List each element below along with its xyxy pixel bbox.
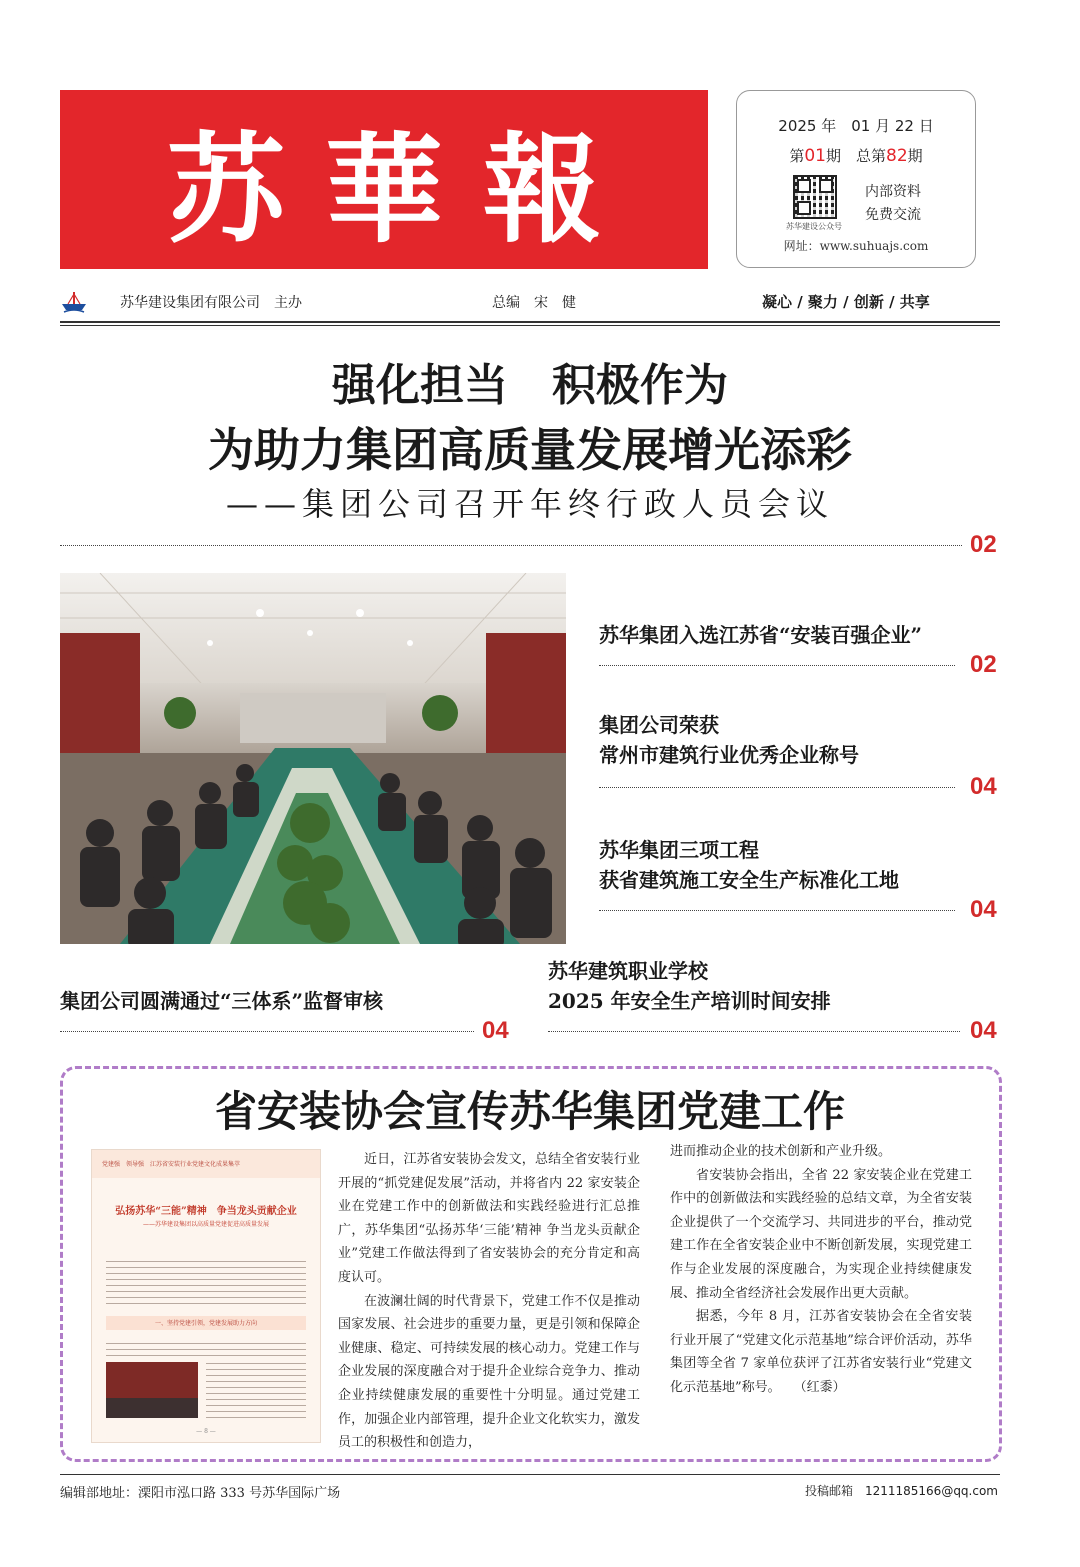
brief-headline-4[interactable]: 集团公司圆满通过“三体系”监督审核 [60,989,384,1013]
divider [599,910,955,911]
divider [599,787,955,788]
divider [60,325,1000,326]
company-logo-icon [60,290,88,314]
qr-code-icon[interactable] [793,175,837,219]
brief-headline-5a[interactable]: 苏华建筑职业学校 [548,959,708,983]
page-ref[interactable]: 04 [970,773,997,800]
headline-subtitle: ——集团公司召开年终行政人员会议 [225,485,834,523]
slogan: 凝心 / 聚力 / 创新 / 共享 [762,293,930,311]
article-paragraph: 近日，江苏省安装协会发文，总结全省安装行业开展的“抓党建促发展”活动，并将省内 22 家安装企业在党建工作中的创新做法和实践经验进行汇总推广，苏华集团“弘扬苏华‘三能’精神 争当龙头贡献企业”党建工作做法得到了省安装协会的充分肯定和高度认可。 [338,1152,640,1285]
article-paragraph: 据悉，今年 8 月，江苏省安装协会在全省安装行业开展了“党建文化示范基地”综合评价活动，苏华集团等全省 7 家单位获评了江苏省安装行业“党建文化示范基地”称号。 （红黍） [670,1309,972,1395]
article-title[interactable]: 省安装协会宣传苏华集团党建工作 [214,1087,845,1136]
thumb-photo [106,1362,198,1418]
brief-headline-2b[interactable]: 常州市建筑行业优秀企业称号 [599,743,859,767]
issue-date: 2025 年 01 月 22 日 [778,117,934,135]
divider [548,1031,960,1032]
thumb-section: 一、坚持党建引领，党建发展助力方向 [154,1320,257,1327]
brief-headline-3a[interactable]: 苏华集团三项工程 [599,838,759,862]
divider [599,665,955,666]
thumb-text-block [106,1260,306,1304]
sponsor-org: 苏华建设集团有限公司 主办 [120,295,302,311]
headline-line-2[interactable]: 为助力集团高质量发展增光添彩 [208,423,852,477]
internal-label: 内部资料 [865,184,921,200]
submission-email[interactable]: 投稿邮箱 1211185166@qq.com [804,1484,998,1498]
headline-line-1[interactable]: 强化担当 积极作为 [332,360,728,411]
issue-info-box [736,90,976,268]
page-ref[interactable]: 04 [482,1017,509,1044]
thumb-title: 弘扬苏华“三能”精神 争当龙头贡献企业 [115,1206,297,1217]
website[interactable]: 网址：www.suhuajs.com [783,239,929,253]
divider [60,545,962,546]
brief-headline-2a[interactable]: 集团公司荣获 [599,713,719,737]
article-paragraph: 在波澜壮阔的时代背景下，党建工作不仅是推动国家发展、社会进步的重要力量，更是引领和保障企业健康、稳定、可持续发展的核心动力。党建工作与企业发展的深度融合对于提升企业综合竞争力、推动企业持续健康发展的重要性十分明显。通过党建工作，加强企业内部管理，提升企业文化软实力，激发员工的积极性和创造力， [338,1293,640,1451]
page-ref[interactable]: 02 [970,651,997,678]
page-ref[interactable]: 04 [970,896,997,923]
free-label: 免费交流 [865,207,921,223]
newspaper-title: 苏華報 [166,119,641,259]
article-paragraph: 省安装协会指出，全省 22 家安装企业在党建工作中的创新做法和实践经验的总结文章，为全省安装企业提供了一个交流学习、共同进步的平台，推动党建工作在全省安装企业中不断创新发展，实现党建工作与企业发展的深度融合，为实现企业持续健康发展、推动全省经济社会发展作出更大贡献。 [670,1167,972,1301]
issue-number: 第01期 总第82期 [789,146,923,166]
masthead-banner [60,90,708,269]
article-paragraph: 进而推动企业的技术创新和产业升级。 [670,1144,892,1159]
thumb-header: 党建强 领导强 江苏省安装行业党建文化成果集萃 [102,1161,241,1168]
divider [60,1031,474,1032]
thumb-page: — 8 — [196,1428,216,1435]
sponsor-row [60,288,1000,316]
brief-headline-3b[interactable]: 获省建筑施工安全生产标准化工地 [599,868,899,892]
divider [60,321,1000,323]
qr-caption: 苏华建设公众号 [786,222,842,231]
brief-headline-1[interactable]: 苏华集团入选江苏省“安装百强企业” [599,623,923,647]
thumb-subtitle: ——苏华建设集团以高质量党建促进高质量发展 [142,1221,269,1228]
footer-rule [60,1474,1000,1475]
editor-in-chief: 总编 宋 健 [492,295,576,311]
page-ref[interactable]: 02 [970,531,997,558]
article-column-2 [670,1140,972,1400]
meeting-photo [60,573,566,944]
article-thumbnail[interactable] [92,1150,320,1442]
page-ref[interactable]: 04 [970,1017,997,1044]
article-column-1 [338,1148,640,1455]
brief-headline-5b[interactable]: 2025 年安全生产培训时间安排 [548,989,831,1013]
editorial-address: 编辑部地址：溧阳市泓口路 333 号苏华国际广场 [60,1486,341,1501]
